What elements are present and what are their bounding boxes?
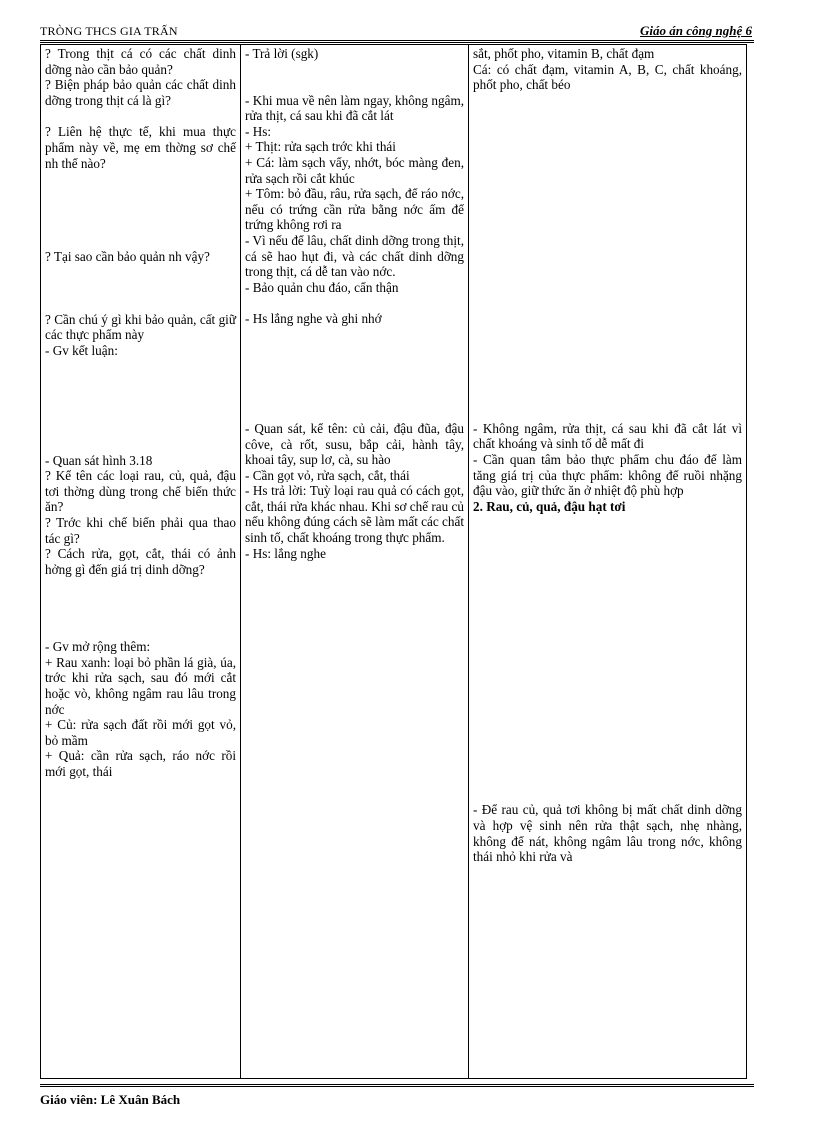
col1-paragraph: ? Kể tên các loại rau, củ, quả, đậu tơi thờng dùng trong chế biến thức ăn?: [45, 468, 236, 515]
col1-paragraph: ? Trong thịt cá có các chất dinh dỡng nào cần bảo quản?: [45, 46, 236, 77]
col1-paragraph: - Quan sát hình 3.18: [45, 452, 153, 468]
col1-paragraph: + Củ: rửa sạch đất rồi mới gọt vỏ, bỏ mầm: [45, 717, 236, 748]
col2-paragraph: - Trả lời (sgk): [245, 46, 319, 61]
col3-paragraph: sắt, phốt pho, vitamin B, chất đạm: [473, 46, 655, 61]
col1-paragraph: - Gv kết luận:: [45, 342, 118, 358]
content-column: [469, 45, 747, 1079]
col1-paragraph: ? Tại sao cần bảo quản nh vậy?: [45, 249, 210, 265]
col1-paragraph: ? Liên hệ thực tế, khi mua thực phẩm này về, mẹ em thờng sơ chế nh thế nào?: [45, 124, 236, 171]
col2-paragraph: - Hs lắng nghe và ghi nhớ: [245, 311, 382, 327]
table-row: [41, 45, 747, 1079]
student-activity-column: [241, 45, 469, 1079]
col2-paragraph: - Khi mua về nên làm ngay, không ngâm, rửa thịt, cá sau khi đã cắt lát: [245, 92, 464, 124]
col2-paragraph: + Cá: làm sạch vẩy, nhớt, bóc màng đen, rửa sạch rồi cắt khúc: [245, 154, 464, 186]
col2-paragraph: - Quan sát, kể tên: củ cải, đậu đũa, đậu côve, cà rốt, susu, bắp cải, hành tây, khoai tây, sup lơ, cà, su hào: [245, 420, 464, 468]
col2-paragraph: - Hs: lắng nghe: [245, 545, 326, 561]
col1-paragraph: + Quả: cần rửa sạch, ráo nớc rồi mới gọt, thái: [45, 748, 236, 780]
col1-paragraph: ? Cần chú ý gì khi bảo quản, cất giữ các thực phẩm này: [45, 311, 236, 343]
col2-paragraph: - Vì nếu để lâu, chất dinh dỡng trong thịt, cá sẽ hao hụt đi, và các chất dinh dỡng trong thịt, cá dễ tan vào nớc.: [245, 232, 464, 280]
col2-paragraph: - Bảo quản chu đáo, cẩn thận: [245, 279, 399, 295]
school-name: TRÒNG THCS GIA TRẤN: [40, 24, 178, 38]
teacher-name: Giáo viên: Lê Xuân Bách: [40, 1092, 181, 1107]
col3-paragraph: - Không ngâm, rửa thịt, cá sau khi đã cắt lát vì chất khoáng và sinh tố dễ mất đi: [473, 420, 742, 452]
col1-paragraph: + Rau xanh: loại bỏ phần lá già, úa, trớc khi rửa sạch, sau đó mới cắt hoặc vò, không ngâm rau lâu trong nớc: [45, 654, 236, 717]
col2-paragraph: - Hs:: [245, 123, 272, 139]
col2-paragraph: - Cần gọt vỏ, rửa sạch, cắt, thái: [245, 467, 410, 483]
lesson-table: [40, 44, 747, 1079]
col2-paragraph: + Tôm: bỏ đầu, râu, rửa sạch, để ráo nớc, nếu có trứng cần rửa bằng nớc ấm để trứng không rơi ra: [245, 186, 464, 233]
teacher-activity-column: [41, 45, 241, 1079]
col3-paragraph: Cá: có chất đạm, vitamin A, B, C, chất khoáng, phốt pho, chất béo: [473, 61, 742, 93]
col2-paragraph: - Hs trả lời: Tuỳ loại rau quả có cách gọt, cắt, thái rửa khác nhau. Khi sơ chế rau củ nếu không đúng cách sẽ làm mất các chất sinh tố, chất khoáng trong thực phẩm.: [245, 483, 464, 546]
col3-paragraph: - Để rau củ, quả tơi không bị mất chất dinh dỡng và hợp vệ sinh nên rửa thật sạch, nhẹ nhàng, không để nát, không ngâm lâu trong nớc, không thái nhỏ khi rửa và: [473, 802, 742, 865]
col1-paragraph: ? Cách rửa, gọt, cắt, thái có ảnh hởng gì đến giá trị dinh dỡng?: [45, 546, 236, 577]
page-footer: [40, 1084, 754, 1107]
col1-paragraph: ? Biện pháp bảo quản các chất dinh dỡng trong thịt cá là gì?: [45, 77, 236, 108]
col3-paragraph: - Cần quan tâm bảo thực phẩm chu đáo để làm tăng giá trị của thực phẩm: không để ruồi nhặng đậu vào, giữ thức ăn ở nhiệt độ phù hợp: [473, 451, 742, 499]
col3-paragraph: 2. Rau, củ, quả, đậu hạt tơi: [473, 498, 626, 514]
subject-title: Giáo án công nghệ 6: [640, 23, 752, 38]
page-header: [40, 22, 754, 43]
col2-paragraph: + Thịt: rửa sạch trớc khi thái: [245, 139, 396, 155]
col1-paragraph: - Gv mở rộng thêm:: [45, 639, 151, 655]
col1-paragraph: ? Trớc khi chế biến phải qua thao tác gì?: [45, 514, 236, 546]
